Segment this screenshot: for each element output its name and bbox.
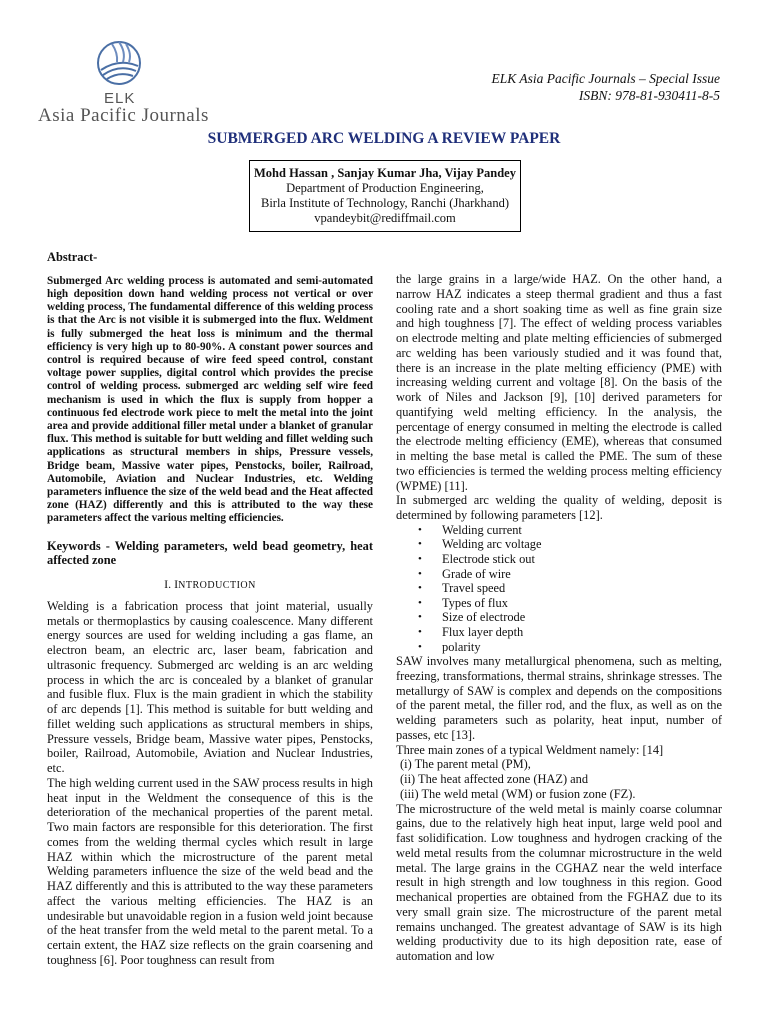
section-number: I. bbox=[164, 577, 172, 592]
right-paragraph-2: In submerged arc welding the quality of welding, deposit is determined by following parameters [12]. bbox=[396, 493, 722, 522]
right-paragraph-1: the large grains in a large/wide HAZ. On the other hand, a narrow HAZ indicates a steep thermal gradient and thus a fast cooling rate and a short soaking time as well as fine grain size and high toughness [7]. The effect of welding process variables on electrode melting and plate melting efficiencies of submerged arc welding has been variously studied and it was found that, there is an increase in the plate melting efficiency (PME) with increasing welding current and voltage [8]. On the basis of the work of Niles and Jackson [9], [10] derived parameters for quantifying weld melting efficiency. In the analysis, the percentage of energy consumed in melting the electrode is called the electrode melting efficiency (EME), whereas that consumed in melting the base metal is called the PME. The sum of these two efficiencies is termed the welding process melting efficiency (WPME) [11]. bbox=[396, 272, 722, 493]
author-names: Mohd Hassan , Sanjay Kumar Jha, Vijay Pandey bbox=[254, 166, 516, 180]
list-item: • Travel speed bbox=[418, 581, 722, 596]
intro-paragraph-2: The high welding current used in the SAW process results in high heat input in the Weldment the consequence of this is the deterioration of the mechanical properties of the parent metal. Two main factors are responsible for this deterioration. The first comes from the welding thermal cycles which result in large HAZ within which the microstructure of the parent metal Welding parameters influence the size of the weld bead and the HAZ differently and this is attributed to the way these parameters affect the various melting efficiencies. The HAZ is an undesirable but unavoidable region in a fusion weld joint because of the heat transfer from the weld metal to the parent metal. To a certain extent, the HAZ size reflects on the grain coarsening and toughness [6]. Poor toughness can result from bbox=[47, 775, 373, 967]
list-item: • Flux layer depth bbox=[418, 625, 722, 640]
list-item: • Grade of wire bbox=[418, 567, 722, 582]
section-heading-introduction bbox=[47, 577, 373, 594]
logo-subtitle: Asia Pacific Journals bbox=[38, 105, 209, 126]
list-item: • Electrode stick out bbox=[418, 552, 722, 567]
right-paragraph-4: Three main zones of a typical Weldment namely: [14] bbox=[396, 742, 664, 757]
right-column bbox=[396, 272, 722, 964]
author-institute: Birla Institute of Technology, Ranchi (Jharkhand) bbox=[260, 196, 510, 210]
keywords: Keywords - Welding parameters, weld bead geometry, heat affected zone bbox=[47, 538, 373, 568]
section-initial: I bbox=[174, 577, 179, 592]
section-title-rest: NTRODUCTION bbox=[178, 580, 256, 592]
abstract-heading: Abstract- bbox=[47, 250, 98, 264]
parameter-list bbox=[396, 523, 722, 654]
right-paragraph-3: SAW involves many metallurgical phenomena, such as melting, freezing, transformations, thermal strains, shrinkage stresses. The metallurgy of SAW is complex and depends on the compositions of the parent metal, the filler rod, and the flux, as well as on the welding parameters such as polarity, heat input, number of passes, etc [13]. bbox=[396, 654, 722, 742]
list-item: • Types of flux bbox=[418, 596, 722, 611]
paper-title: SUBMERGED ARC WELDING A REVIEW PAPER bbox=[207, 130, 561, 147]
intro-paragraph-1: Welding is a fabrication process that joint material, usually metals or thermoplastics by causing coalescence. Many different energy sources are used for welding including a gas flame, an electron beam, an electric arc, laser beam, fabrication and ultrasonic frequency. Submerged arc welding is an arc welding process in which the arc is concealed by a blanket of granular and fusible flux. Flux is the main gradient in which the stability of arc depends [1]. This method is suitable for butt welding and fillet welding such applications as structural members in ships, Pressure vessels, Bridge beam, Massive water pipes, Penstocks, boiler, Railroad, Automobile, Aviation and Nuclear Industries, etc. bbox=[47, 598, 373, 776]
isbn-line: ISBN: 978-81-930411-8-5 bbox=[578, 88, 720, 103]
list-item: • Welding arc voltage bbox=[418, 537, 722, 552]
zone-item: (iii) The weld metal (WM) or fusion zone (FZ). bbox=[400, 786, 636, 801]
list-item: • Welding current bbox=[418, 523, 722, 538]
list-item: • polarity bbox=[418, 640, 722, 655]
abstract-body: Submerged Arc welding process is automated and semi-automated high deposition down hand welding process not vertical or over welding process, The fundamental difference of this welding process is that the Arc is not visible it is submerged into the flux. Weldment is fully submerged the heat loss is minimum and the thermal efficiency is very high up to 80-90%. A constant power sources and control is required because of wire feed speed control, constant voltage power supplies, digital control which provides the precise control of welding process. submerged arc welding self wire feed mechanism is used in which the flux is supply from hopper a continuous fed electrode work piece to melt the metal into the joint area and provide additional filler metal under a blanket of granular flux. This method is suitable for butt welding and fillet welding such applications as structural members in ships, Pressure vessels, Bridge beam, Massive water pipes, Penstocks, boiler, Railroad, Automobile, Aviation and Nuclear Industries, etc. Welding parameters influence the size of the weld bead and the Heat affected zone (HAZ) differently and this is attributed to the way these parameters affect the various melting efficiencies. bbox=[47, 274, 373, 525]
globe-logo-icon bbox=[96, 40, 142, 86]
logo-elk-text: ELK bbox=[104, 90, 136, 107]
author-box bbox=[249, 160, 521, 232]
journal-header bbox=[492, 70, 720, 104]
author-email[interactable]: vpandeybit@rediffmail.com bbox=[314, 211, 456, 225]
right-paragraph-5: The microstructure of the weld metal is mainly coarse columnar gains, due to the relatively high heat input, large weld pool and fast solidification. Low toughness and hydrogen cracking of the weld metal results from the columnar microstructure in the weld metal. The large grains in the CGHAZ near the weld interface result in high strength and low toughness in this region. Good mechanical properties are obtained from the FGHAZ due to its very small grain size. The microstructure of the parent metal remains unchanged. The greatest advantage of SAW is its high welding productivity due to its high deposition rate, ease of automation and low bbox=[396, 801, 722, 964]
list-item: • Size of electrode bbox=[418, 610, 722, 625]
zone-item: (i) The parent metal (PM), bbox=[400, 757, 531, 772]
author-department: Department of Production Engineering, bbox=[286, 181, 484, 195]
left-column bbox=[47, 250, 373, 968]
zone-item: (ii) The heat affected zone (HAZ) and bbox=[400, 772, 589, 787]
journal-line: ELK Asia Pacific Journals – Special Issue bbox=[491, 71, 720, 86]
